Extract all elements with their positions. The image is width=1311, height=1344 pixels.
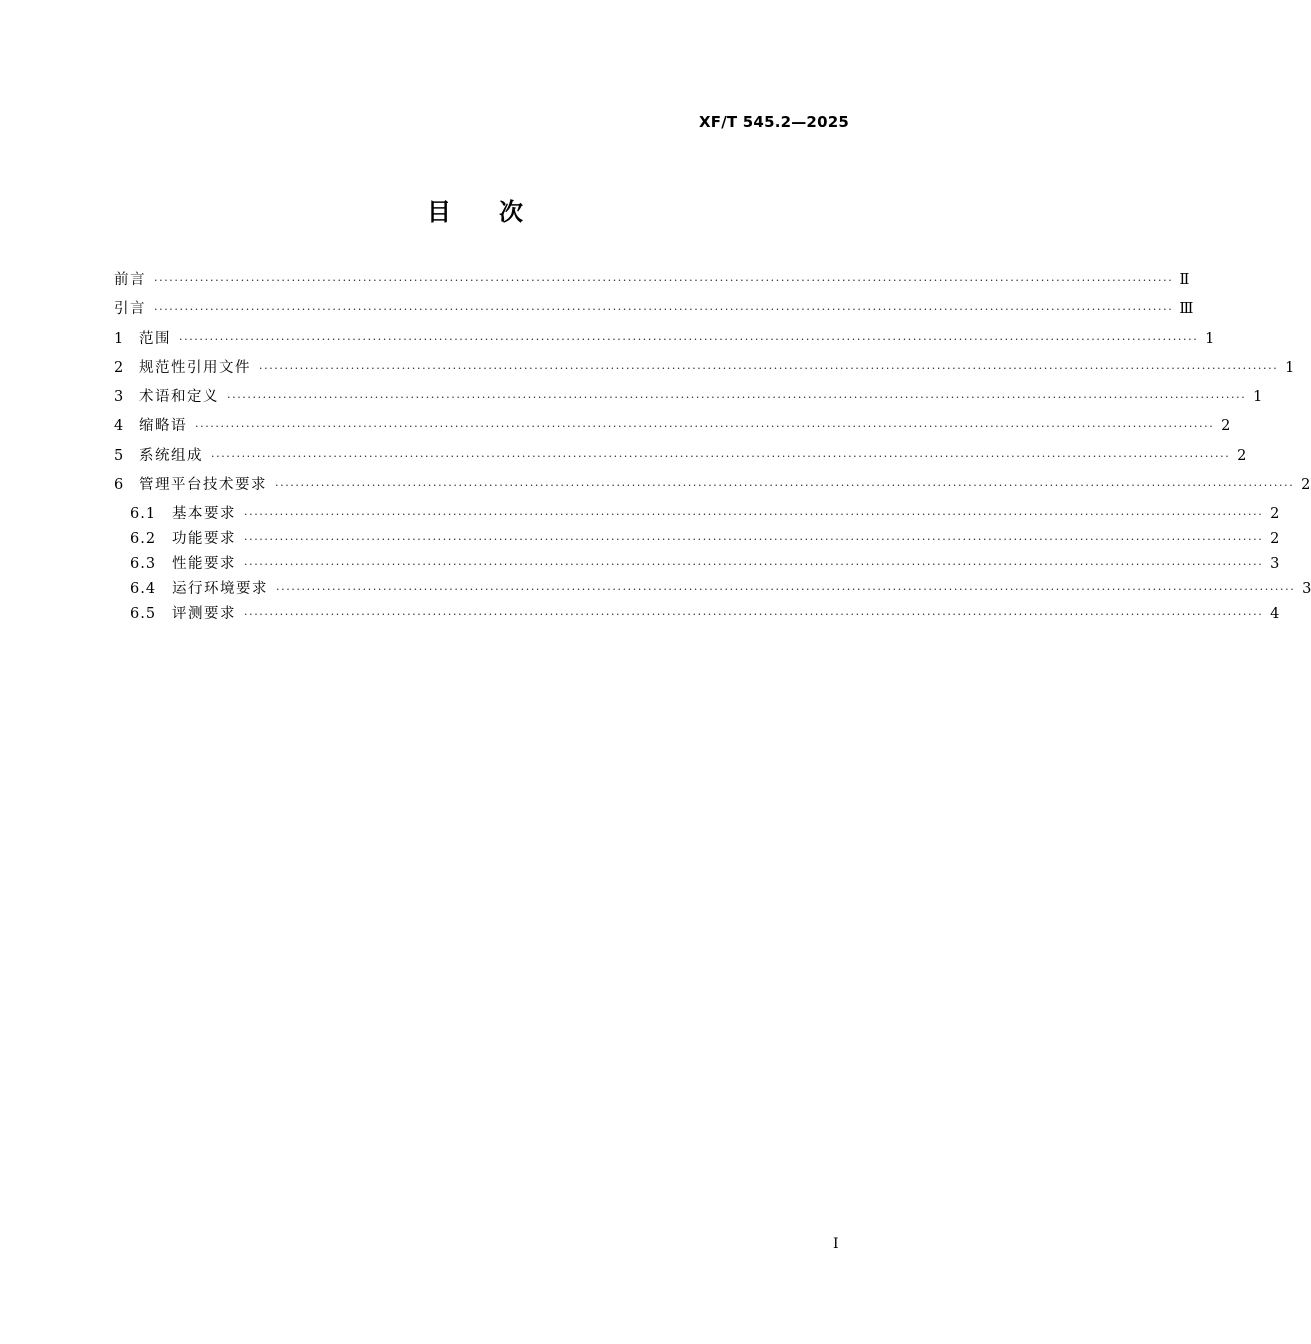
toc-leader-dots: ········································································································································································································ <box>276 583 1296 597</box>
toc-entry-number: 6.5 <box>130 606 157 623</box>
toc-entry-text: 评测要求 <box>172 606 236 623</box>
toc-entry-number: 6 <box>114 477 124 494</box>
toc-entry-number: 6.3 <box>130 556 157 573</box>
toc-entry-text: 功能要求 <box>172 531 236 548</box>
toc-entry-page: 3 <box>1270 556 1280 573</box>
toc-entry-page: 4 <box>1270 606 1280 623</box>
toc-leader-dots: ········································································································································································································ <box>259 361 1279 375</box>
toc-entry-page: 1 <box>1285 359 1295 376</box>
toc-entry-scope[interactable] <box>114 329 1215 358</box>
document-code: XF/T 545.2—2025 <box>699 113 849 131</box>
toc-leader-dots: ········································································································································································································ <box>179 332 1199 346</box>
toc-entry-introduction[interactable] <box>114 299 1194 328</box>
toc-entry-page: 2 <box>1221 418 1231 435</box>
toc-entry-page: 2 <box>1237 447 1247 464</box>
toc-entry-number: 6.4 <box>130 581 157 598</box>
toc-entry-terms-definitions[interactable] <box>114 387 1263 416</box>
toc-leader-dots: ········································································································································································································ <box>244 558 1264 572</box>
toc-entry-text: 管理平台技术要求 <box>139 477 267 494</box>
toc-entry-text: 前言 <box>114 272 146 288</box>
toc-entry-page: 3 <box>1302 581 1311 598</box>
page-number: I <box>833 1236 839 1252</box>
toc-leader-dots: ········································································································································································································ <box>275 479 1295 493</box>
toc-entry-text: 范围 <box>139 330 171 347</box>
toc-entry-number: 1 <box>114 330 124 347</box>
toc-leader-dots: ········································································································································································································ <box>244 508 1264 522</box>
toc-entry-text: 缩略语 <box>139 418 187 435</box>
toc-entry-text: 规范性引用文件 <box>139 359 251 376</box>
toc-leader-dots: ········································································································································································································ <box>211 449 1231 463</box>
toc-entry-number: 2 <box>114 359 124 376</box>
toc-entry-text: 基本要求 <box>172 506 236 523</box>
toc-entry-number: 5 <box>114 447 124 464</box>
toc-leader-dots: ········································································································································································································ <box>227 391 1247 405</box>
toc-entry-normative-references[interactable] <box>114 358 1295 387</box>
toc-entry-number: 4 <box>114 418 124 435</box>
toc-entry-text: 性能要求 <box>172 556 236 573</box>
toc-entry-number: 6.2 <box>130 531 157 548</box>
toc-entry-foreword[interactable] <box>114 270 1190 299</box>
toc-entry-page: Ⅱ <box>1179 272 1190 288</box>
table-of-contents <box>114 270 1311 629</box>
toc-entry-text: 运行环境要求 <box>172 581 268 598</box>
toc-entry-page: 2 <box>1301 477 1311 494</box>
toc-entry-text: 引言 <box>114 301 146 318</box>
toc-entry-number: 6.1 <box>130 506 157 523</box>
toc-leader-dots: ········································································································································································································ <box>154 303 1174 317</box>
toc-leader-dots: ········································································································································································································ <box>154 274 1174 287</box>
toc-entry-page: 2 <box>1270 506 1280 523</box>
toc-entry-evaluation-requirements[interactable] <box>114 604 1280 629</box>
toc-entry-page: Ⅲ <box>1179 301 1194 318</box>
toc-entry-abbreviations[interactable] <box>114 416 1231 445</box>
toc-entry-functional-requirements[interactable] <box>114 529 1280 554</box>
toc-entry-text: 术语和定义 <box>139 389 219 406</box>
toc-leader-dots: ········································································································································································································ <box>195 420 1215 434</box>
toc-entry-performance-requirements[interactable] <box>114 554 1280 579</box>
toc-entry-text: 系统组成 <box>139 447 203 464</box>
toc-leader-dots: ········································································································································································································ <box>244 608 1264 622</box>
page-title: 目次 <box>427 198 571 226</box>
toc-leader-dots: ········································································································································································································ <box>244 533 1264 547</box>
toc-entry-number: 3 <box>114 389 124 406</box>
toc-entry-system-composition[interactable] <box>114 446 1247 475</box>
toc-entry-platform-requirements[interactable] <box>114 475 1311 504</box>
toc-entry-environment-requirements[interactable] <box>114 579 1311 604</box>
toc-entry-page: 1 <box>1253 389 1263 406</box>
toc-entry-page: 1 <box>1205 330 1215 347</box>
toc-entry-basic-requirements[interactable] <box>114 504 1280 529</box>
toc-entry-page: 2 <box>1270 531 1280 548</box>
